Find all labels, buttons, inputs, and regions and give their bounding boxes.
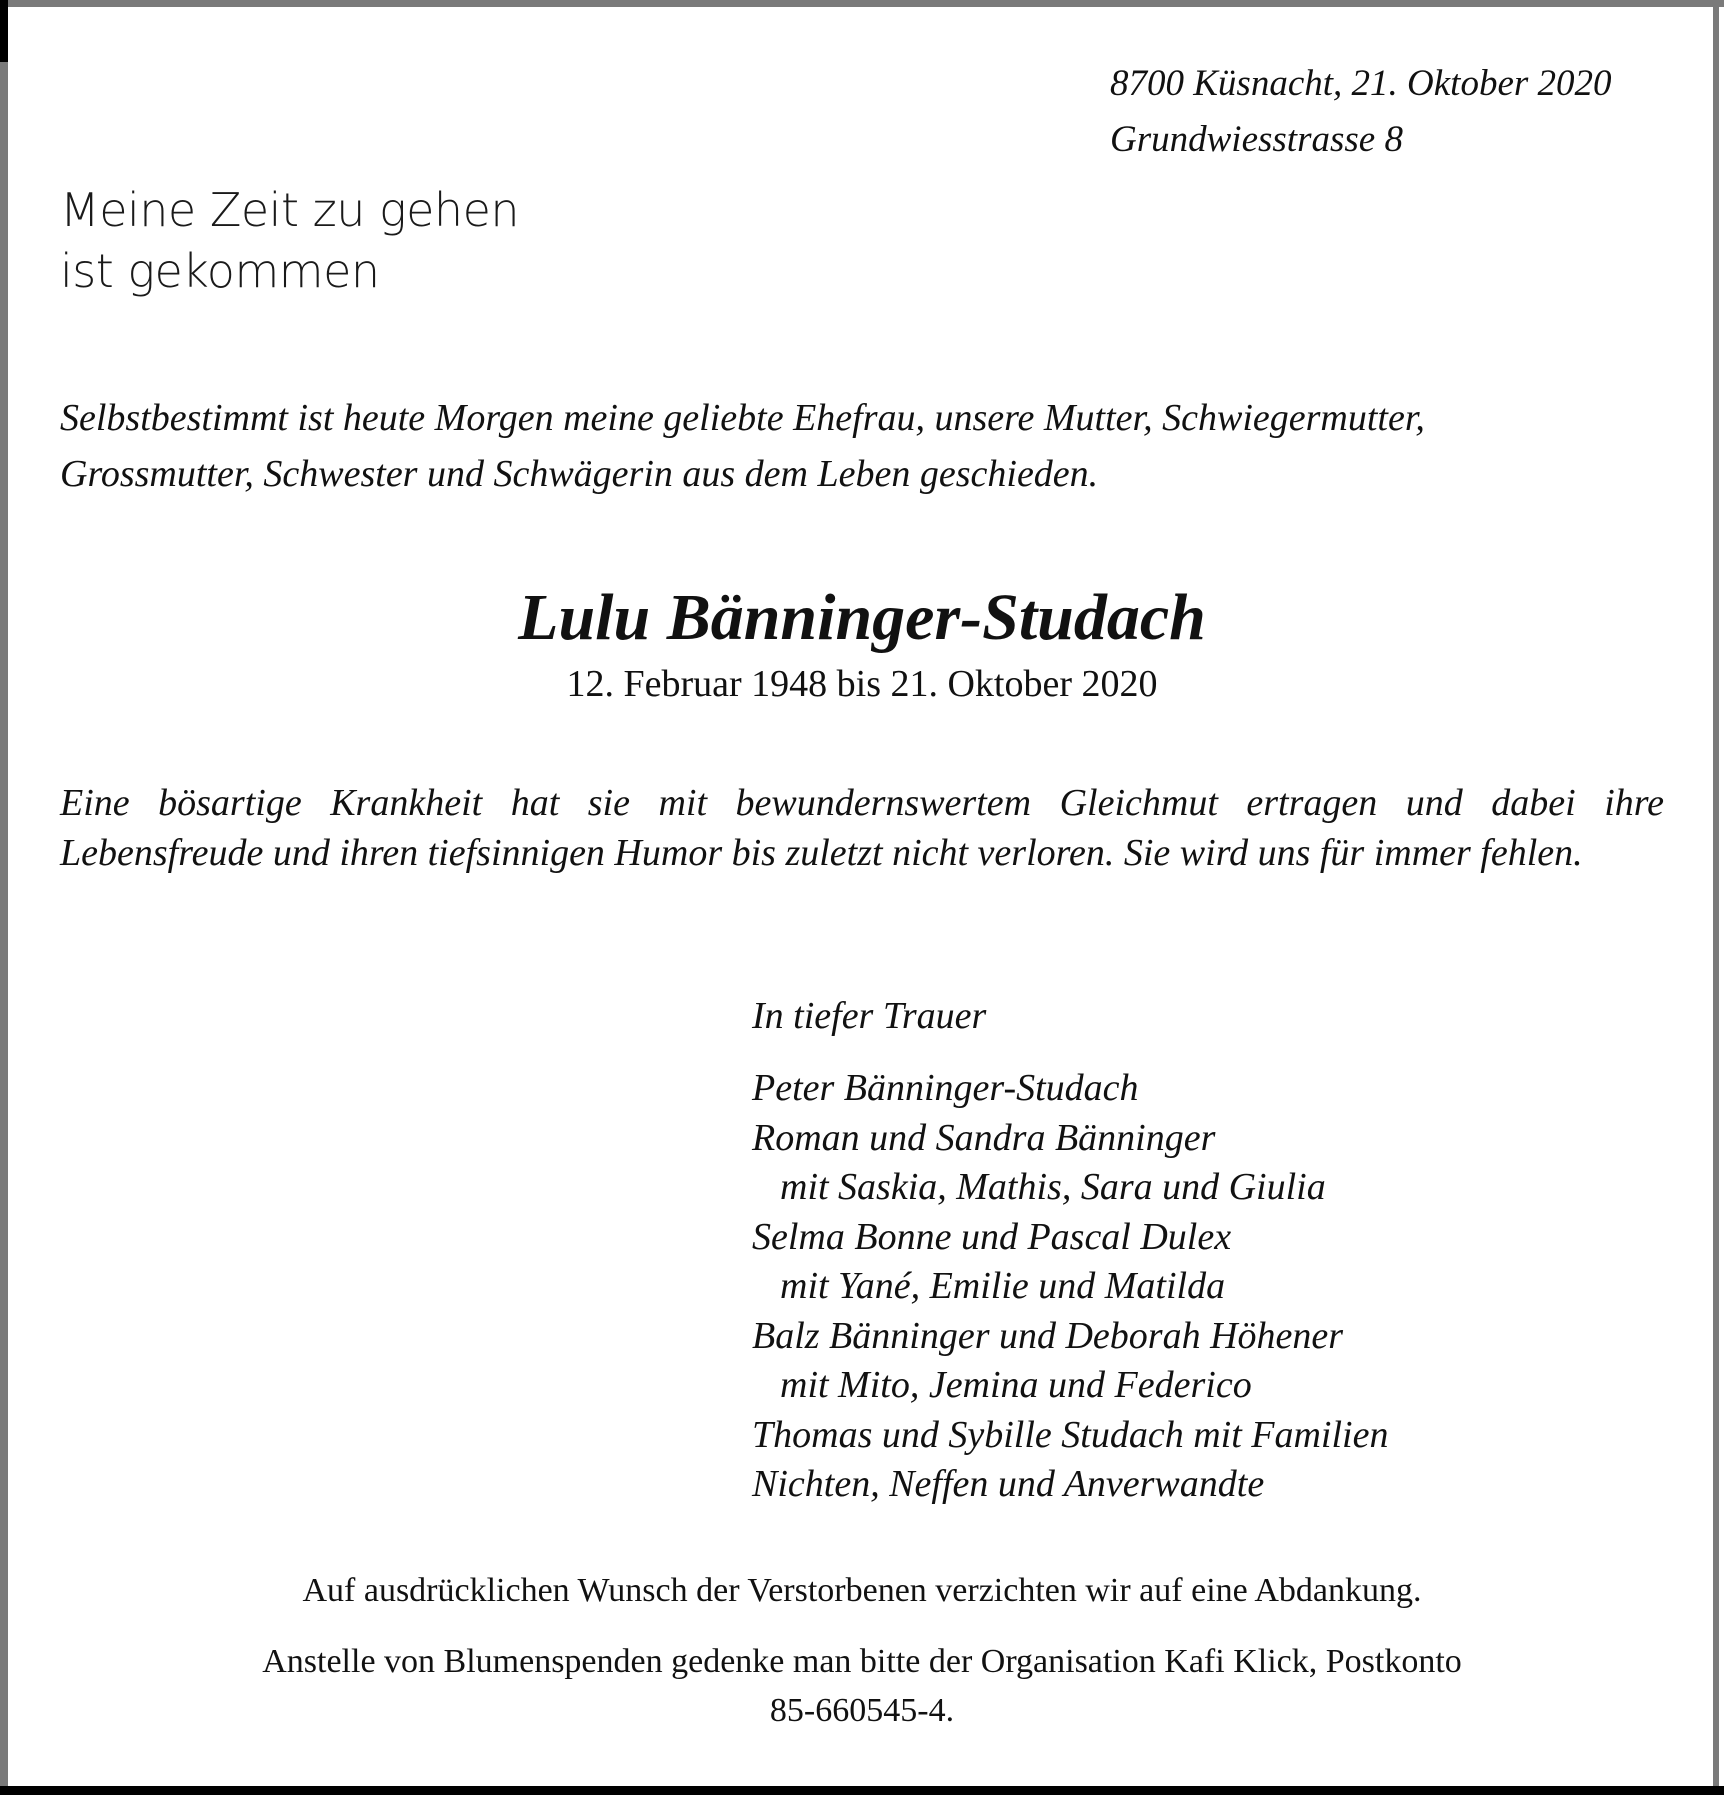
footer-account-number: 85-660545-4.: [769, 1692, 955, 1729]
address-block: [1110, 56, 1612, 168]
frame-border-left-accent: [0, 0, 8, 62]
mourners-heading: In tiefer Trauer: [752, 995, 987, 1037]
mourner-entry: Selma Bonne und Pascal Dulex: [752, 1215, 1232, 1258]
frame-border-top: [0, 0, 1724, 7]
footer-note-donations: Anstelle von Blumenspenden gedenke man bitte der Organisation Kafi Klick, Postkonto: [262, 1643, 1462, 1680]
mourner-entry: Peter Bänninger-Studach: [752, 1067, 1139, 1109]
mourner-entry: Balz Bänninger und Deborah Höhener: [752, 1314, 1344, 1357]
mourner-entry: mit Yané, Emilie und Matilda: [780, 1265, 1226, 1307]
place-date: 8700 Küsnacht, 21. Oktober 2020: [1110, 63, 1612, 104]
tribute-paragraph: Eine bösartige Krankheit hat sie mit bewundernswertem Gleichmut ertragen und dabei ihre Lebensfreude und ihren tiefsinnigen Humor bis zuletzt nicht verloren. Sie wird uns für immer fehlen.: [60, 782, 1664, 874]
frame-border-bottom: [0, 1786, 1724, 1795]
intro-paragraph: [60, 390, 1670, 502]
life-dates: 12. Februar 1948 bis 21. Oktober 2020: [566, 663, 1158, 705]
mourner-entry: Thomas und Sybille Studach mit Familien: [752, 1413, 1389, 1456]
footer-note-ceremony: Auf ausdrücklichen Wunsch der Verstorbenen verzichten wir auf eine Abdankung.: [302, 1572, 1422, 1609]
mourner-entry: mit Mito, Jemina und Federico: [780, 1364, 1252, 1406]
mourner-entry: mit Saskia, Mathis, Sara und Giulia: [780, 1166, 1326, 1208]
frame-border-right: [1713, 0, 1719, 1790]
motto: [60, 180, 519, 302]
motto-line-1: Meine Zeit zu gehen: [60, 183, 520, 237]
frame-border-left: [0, 0, 8, 1795]
street-address: Grundwiesstrasse 8: [1110, 119, 1403, 160]
intro-line-1: Selbstbestimmt ist heute Morgen meine geliebte Ehefrau, unsere Mutter, Schwiegermutter,: [60, 397, 1425, 439]
deceased-name: Lulu Bänninger-Studach: [518, 581, 1206, 654]
intro-line-2: Grossmutter, Schwester und Schwägerin aus dem Leben geschieden.: [60, 453, 1099, 495]
mourner-entry: Nichten, Neffen und Anverwandte: [752, 1463, 1265, 1505]
mourners-list: [752, 1064, 1388, 1510]
mourner-entry: Roman und Sandra Bänninger: [752, 1116, 1216, 1159]
motto-line-2: ist gekommen: [60, 244, 380, 298]
